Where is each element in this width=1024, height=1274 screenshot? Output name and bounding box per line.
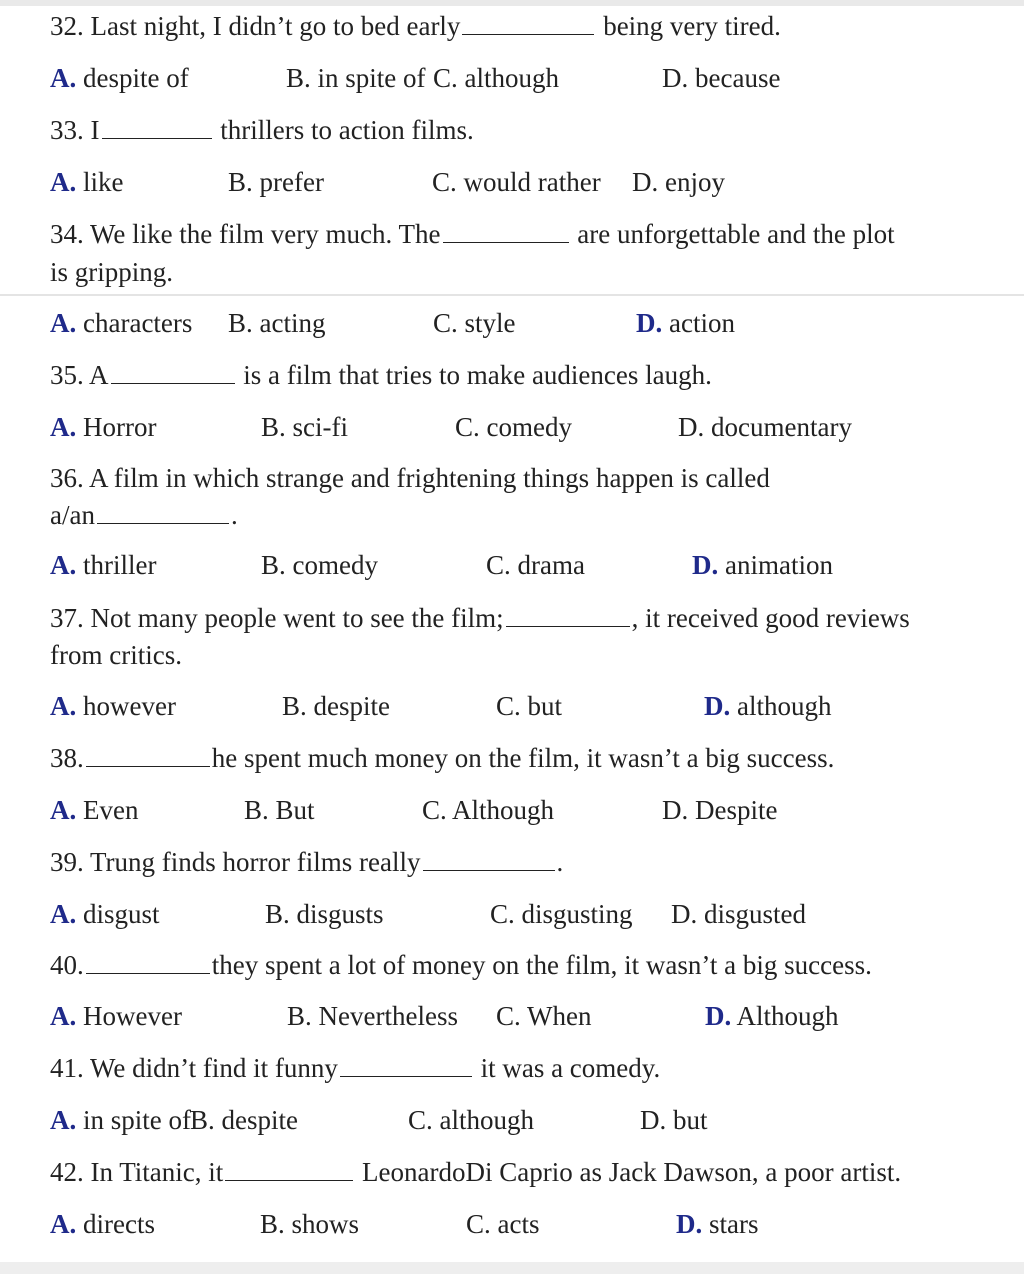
bottom-bar — [0, 1262, 1024, 1274]
question-32 — [50, 8, 781, 44]
option-c[interactable]: C. although — [408, 1105, 535, 1135]
option-b[interactable]: B. despite — [190, 1105, 298, 1135]
question-41: 41. We didn’t find it funny it was a comedy. — [50, 1053, 661, 1083]
option-b[interactable]: B. prefer — [228, 167, 324, 197]
option-b[interactable]: B. in spite of — [286, 63, 426, 93]
option-c[interactable]: C. comedy — [455, 412, 572, 442]
option-b[interactable]: B. despite — [282, 691, 390, 721]
option-a[interactable]: A. in spite of — [50, 1105, 191, 1135]
answer-blank[interactable] — [462, 10, 594, 35]
option-c[interactable]: C. disgusting — [490, 899, 633, 929]
option-a[interactable]: A. like — [50, 167, 124, 197]
question-33: 33. I thrillers to action films. — [50, 115, 474, 145]
option-b[interactable]: B. acting — [228, 308, 326, 338]
option-b[interactable]: B. Nevertheless — [287, 1001, 458, 1031]
option-d[interactable]: D. stars — [676, 1209, 759, 1239]
option-c[interactable]: C. but — [496, 691, 563, 721]
question-36: 36. A film in which strange and frightening things happen is called — [50, 463, 770, 493]
option-a[interactable]: A. However — [50, 1001, 182, 1031]
option-d[interactable]: D. action — [636, 308, 735, 338]
answer-blank[interactable] — [340, 1052, 472, 1077]
option-b[interactable]: B. sci-fi — [261, 412, 348, 442]
option-d[interactable]: D. Although — [705, 1001, 839, 1031]
answer-blank[interactable] — [102, 114, 212, 139]
option-a[interactable]: A. Even — [50, 795, 139, 825]
question-number: 32. — [50, 11, 84, 41]
question-40: 40. they spent a lot of money on the film, it wasn’t a big success. — [50, 950, 872, 980]
answer-blank[interactable] — [86, 949, 210, 974]
top-bar — [0, 0, 1024, 6]
option-c[interactable]: C. acts — [466, 1209, 540, 1239]
answer-blank[interactable] — [443, 218, 569, 243]
option-a[interactable]: A. directs — [50, 1209, 155, 1239]
option-d[interactable]: D. disgusted — [671, 899, 807, 929]
option-d[interactable]: D. documentary — [678, 412, 852, 442]
option-c[interactable]: C. drama — [486, 550, 585, 580]
question-38: 38. he spent much money on the film, it wasn’t a big success. — [50, 743, 835, 773]
question-34-line2: is gripping. — [50, 257, 174, 287]
option-a[interactable]: A. Horror — [50, 412, 157, 442]
question-34: 34. We like the film very much. The are unforgettable and the plot — [50, 219, 895, 249]
answer-blank[interactable] — [225, 1156, 353, 1181]
question-42: 42. In Titanic, it LeonardoDi Caprio as Jack Dawson, a poor artist. — [50, 1157, 902, 1187]
option-d[interactable]: D. but — [640, 1105, 708, 1135]
option-a[interactable]: A. disgust — [50, 899, 160, 929]
option-a[interactable]: A. however — [50, 691, 176, 721]
question-37: 37. Not many people went to see the film; , it received good reviews — [50, 603, 910, 633]
page-divider — [0, 294, 1024, 296]
question-36-line2: a/an . — [50, 500, 238, 530]
option-a[interactable]: A. characters — [50, 308, 193, 338]
option-d[interactable]: D. enjoy — [632, 167, 725, 197]
answer-blank[interactable] — [86, 742, 210, 767]
option-b[interactable]: B. disgusts — [265, 899, 384, 929]
question-39: 39. Trung finds horror films really . — [50, 847, 564, 877]
answer-blank[interactable] — [111, 359, 235, 384]
option-a[interactable]: A. despite of — [50, 63, 189, 93]
option-d[interactable]: D. animation — [692, 550, 833, 580]
option-b[interactable]: B. shows — [260, 1209, 360, 1239]
option-c[interactable]: C. would rather — [432, 167, 601, 197]
option-a[interactable]: A. thriller — [50, 550, 157, 580]
question-text: being very tired. — [603, 11, 781, 41]
question-35: 35. A is a film that tries to make audiences laugh. — [50, 360, 712, 390]
question-37-line2: from critics. — [50, 640, 182, 670]
answer-blank[interactable] — [423, 846, 555, 871]
option-b[interactable]: B. But — [244, 795, 315, 825]
option-d[interactable]: D. although — [704, 691, 832, 721]
answer-blank[interactable] — [97, 499, 229, 524]
option-c[interactable]: C. style — [433, 308, 516, 338]
answer-blank[interactable] — [506, 602, 630, 627]
option-d[interactable]: D. because — [662, 63, 781, 93]
question-text: Last night, I didn’t go to bed early — [90, 11, 461, 41]
option-d[interactable]: D. Despite — [662, 795, 778, 825]
option-b[interactable]: B. comedy — [261, 550, 378, 580]
option-c[interactable]: C. When — [496, 1001, 592, 1031]
option-c[interactable]: C. although — [433, 63, 560, 93]
option-c[interactable]: C. Although — [422, 795, 555, 825]
